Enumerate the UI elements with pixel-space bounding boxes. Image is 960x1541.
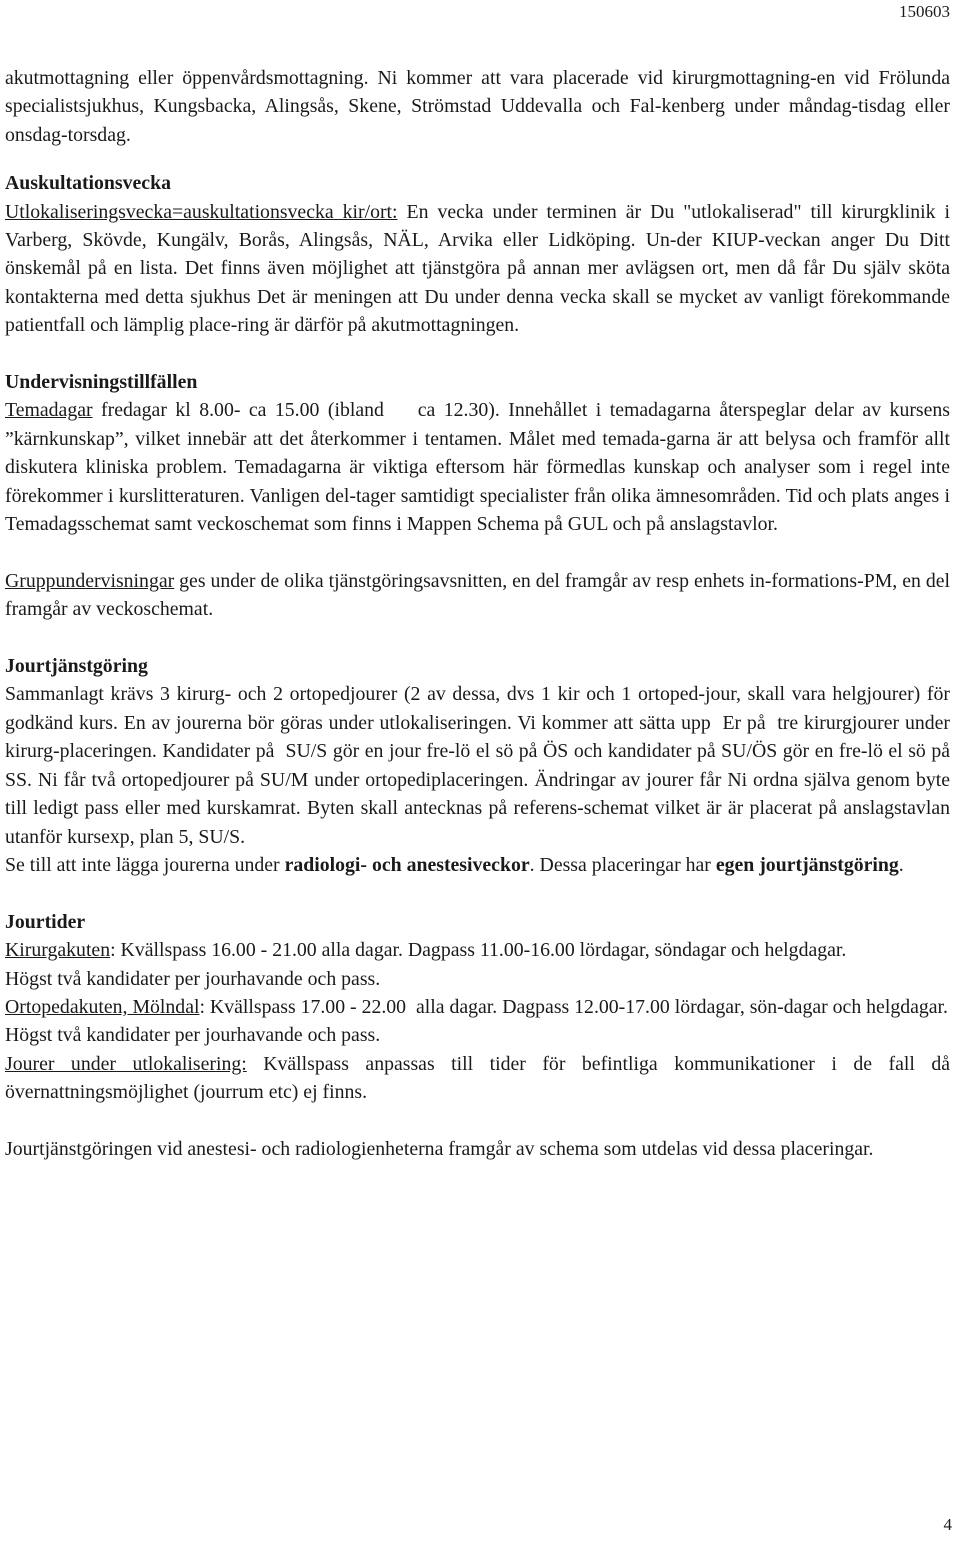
jourtjanst-note bbox=[5, 851, 950, 879]
utlokalisering-paragraph bbox=[5, 1050, 955, 1107]
document-body bbox=[5, 64, 955, 1163]
jourtjanst-note-bold-radiologi: radiologi- och anestesiveckor bbox=[284, 853, 530, 876]
auskultation-heading: Auskultationsvecka bbox=[5, 172, 171, 195]
jourtjanst-paragraph: Sammanlagt krävs 3 kirurg- och 2 ortopedjourer (2 av dessa, dvs 1 kir och 1 ortoped-jour, skall vara helgjourer) för godkänd kurs. En av jourerna bör göras under utlokaliseringen. Vi kommer att sätta upp Er på tre kirurgjourer under kirurg-placeringen. Kandidater på SU/S gör en jour fre-lö el sö på ÖS och kandidater på SU/ÖS gör en fre-lö el sö på SS. Ni får två ortopedjourer på SU/M under ortopediplaceringen. Ändringar av jourer får Ni ordna själva genom byte till ledigt pass eller med kurskamrat. Byten skall antecknas på referens-schemat vilket är är placerat på anslagstavlan utanför kursexp, plan 5, SU/S. bbox=[5, 683, 955, 848]
jourtjanst-note-bold-egen: egen jourtjänstgöring bbox=[715, 853, 899, 876]
jourtjanst-note-end: . bbox=[898, 853, 904, 876]
jourtider-heading: Jourtider bbox=[5, 910, 86, 933]
ortopedakuten-label: Ortopedakuten, Mölndal bbox=[5, 995, 200, 1018]
auskultation-text: En vecka under terminen är Du "utlokaliserad" till kirurgklinik i Varberg, Skövde, Kungälv, Borås, Alingsås, NÄL, Arvika eller Lidköping. Un-der KIUP-veckan anger Du Ditt önskemål på en lista. Det finns även möjlighet att tjänstgöra på annan mer avlägsen ort, men då får Du själv sköta kontakterna med detta sjukhus Det är meningen att Du under denna vecka skall se mycket av vanligt förekommande patientfall och lämplig place-ring är därför på akutmottagningen. bbox=[5, 200, 955, 337]
temadagar-paragraph bbox=[5, 396, 955, 538]
jourtjanst-note-pre: Se till att inte lägga jourerna under bbox=[5, 853, 285, 876]
closing-paragraph: Jourtjänstgöringen vid anestesi- och radiologienheterna framgår av schema som utdelas vid dessa placeringar. bbox=[5, 1137, 874, 1160]
page-number: 4 bbox=[943, 1515, 952, 1534]
kirurgakuten-text: : Kvällspass 16.00 - 21.00 alla dagar. Dagpass 11.00-16.00 lördagar, söndagar och helgdagar. bbox=[110, 939, 847, 962]
kirurgakuten-label: Kirurgakuten bbox=[5, 939, 111, 962]
grupp-text: ges under de olika tjänstgöringsavsnitten, en del framgår av resp enhets in-formations-PM, en del framgår av veckoschemat. bbox=[5, 569, 955, 621]
utlokalisering-label: Jourer under utlokalisering: bbox=[5, 1052, 247, 1075]
grupp-paragraph bbox=[5, 567, 955, 624]
jourtjanst-heading: Jourtjänstgöring bbox=[5, 655, 148, 678]
grupp-label: Gruppundervisningar bbox=[5, 569, 175, 592]
temadagar-text: fredagar kl 8.00- ca 15.00 (ibland ca 12.30). Innehållet i temadagarna återspeglar delar av kursens ”kärnkunskap”, vilket innebär att det återkommer i tentamen. Målet med temada-garna är att belysa och framför allt diskutera kliniska problem. Temadagarna är viktiga eftersom här förmedlas kunskap och analyser som i regel inte förekommer i kurslitteraturen. Vanligen del-tager samtidigt specialister från olika ämnesområden. Tid och plats anges i Temadagsschemat samt veckoschemat som finns i Mappen Schema på GUL och på anslagstavlor. bbox=[5, 399, 955, 536]
kirurgakuten-paragraph bbox=[5, 936, 950, 964]
utlokalisering-text: Kvällspass anpassas till tider för befintliga kommunikationer i de fall då övernattningsmöjlighet (jourrum etc) ej finns. bbox=[5, 1052, 955, 1104]
jourtjanst-note-mid: . Dessa placeringar har bbox=[529, 853, 716, 876]
document-code: 150603 bbox=[899, 2, 950, 21]
ortopedakuten-paragraph bbox=[5, 993, 950, 1021]
ortopedakuten-note: Högst två kandidater per jourhavande och pass. bbox=[5, 1024, 381, 1047]
temadagar-label: Temadagar bbox=[5, 399, 93, 422]
auskultation-paragraph bbox=[5, 198, 955, 340]
kirurgakuten-note: Högst två kandidater per jourhavande och pass. bbox=[5, 967, 381, 990]
ortopedakuten-text: : Kvällspass 17.00 - 22.00 alla dagar. Dagpass 12.00-17.00 lördagar, sön-dagar och helgdagar. bbox=[199, 995, 948, 1018]
intro-paragraph: akutmottagning eller öppenvårdsmottagning. Ni kommer att vara placerade vid kirurgmottagning-en vid Frölunda specialistsjukhus, Kungsbacka, Alingsås, Skene, Strömstad Uddevalla och Fal-kenberg under måndag-tisdag eller onsdag-torsdag. bbox=[5, 67, 955, 146]
auskultation-label: Utlokaliseringsvecka=auskultationsvecka kir/ort: bbox=[5, 200, 398, 223]
undervisning-heading: Undervisningstillfällen bbox=[5, 371, 198, 394]
